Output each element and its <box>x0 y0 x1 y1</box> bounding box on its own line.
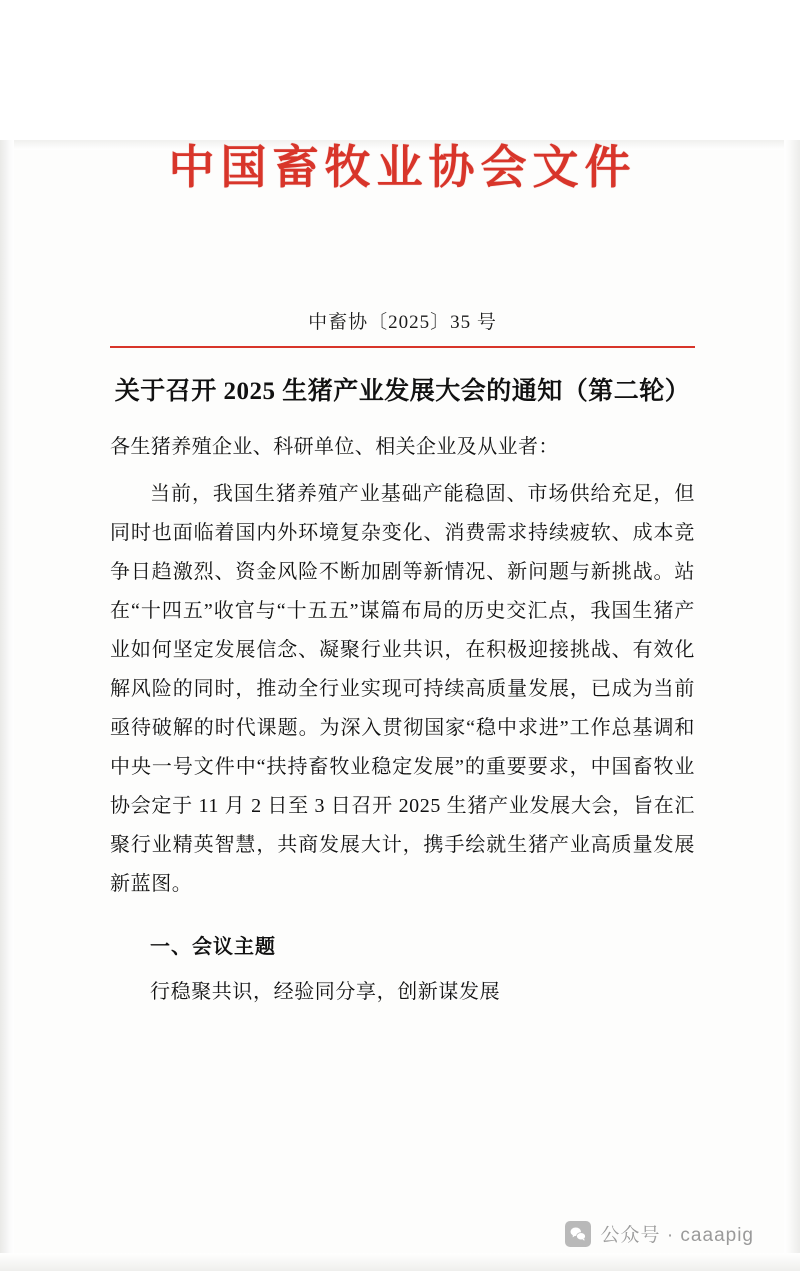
salutation-line: 各生猪养殖企业、科研单位、相关企业及从业者： <box>110 436 559 459</box>
red-divider-rule <box>110 346 695 348</box>
watermark-label: 公众号 · caaapig <box>600 1225 754 1246</box>
document-content <box>0 140 800 1011</box>
paper-edge-bottom <box>0 1253 800 1271</box>
wechat-icon <box>565 1221 591 1247</box>
body-paragraph: 当前，我国生猪养殖产业基础产能稳固、市场供给充足，但同时也面临着国内外环境复杂变化、消费需求持续疲软、成本竞争日趋激烈、资金风险不断加剧等新情况、新问题与新挑战。站在“十四五”收官与“十五五”谋篇布局的历史交汇点，我国生猪产业如何坚定发展信念、凝聚行业共识，在积极迎接挑战、有效化解风险的同时，推动全行业实现可持续高质量发展，已成为当前亟待破解的时代课题。为深入贯彻国家“稳中求进”工作总基调和中央一号文件中“扶持畜牧业稳定发展”的重要要求，中国畜牧业协会定于 11 月 2 日至 3 日召开 2025 生猪产业发展大会，旨在汇聚行业精英智慧，共商发展大计，携手绘就生猪产业高质量发展新蓝图。 <box>110 483 695 896</box>
page-title: 关于召开 2025 生猪产业发展大会的通知（第二轮） <box>114 378 691 406</box>
organization-header: 中国畜牧业协会文件 <box>168 142 637 193</box>
watermark <box>565 1220 754 1247</box>
document-page <box>0 140 800 1271</box>
document-number: 中畜协〔2025〕35 号 <box>308 312 497 334</box>
section-text-1: 行稳聚共识，经验同分享，创新谋发展 <box>150 981 501 1004</box>
section-heading-1: 一、会议主题 <box>150 936 276 959</box>
